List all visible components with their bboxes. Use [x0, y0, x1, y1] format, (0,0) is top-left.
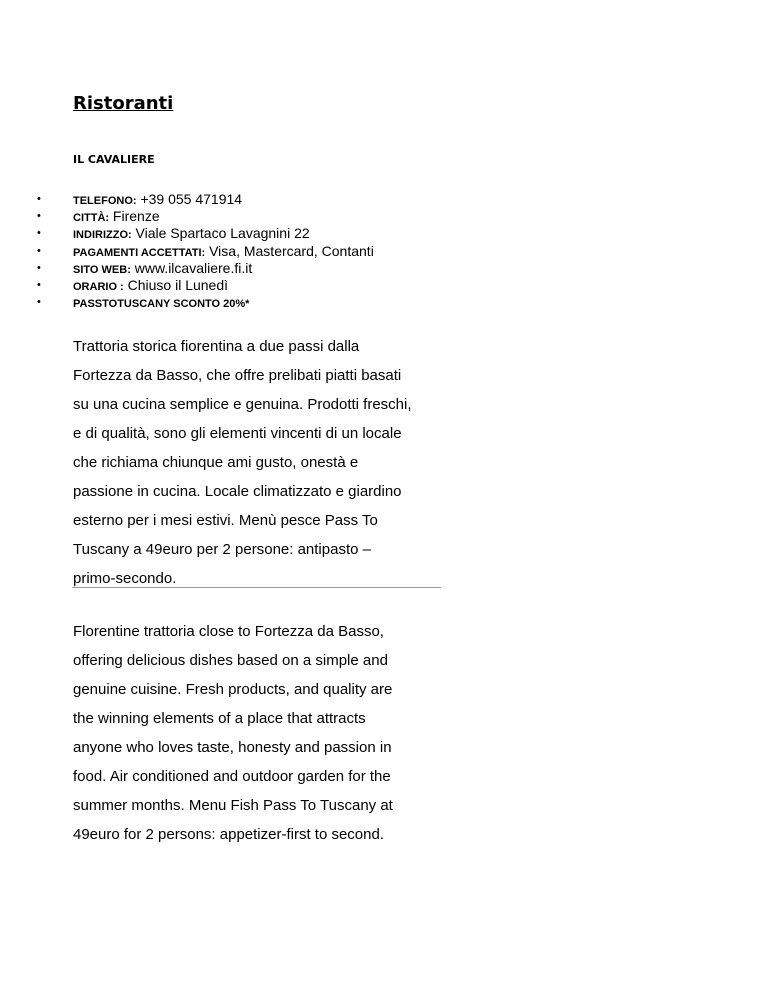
info-value: Chiuso il Lunedì [123, 276, 229, 293]
info-item-pagamenti [0, 243, 374, 260]
info-label: PASSTOTUSCANY SCONTO 20%* [73, 298, 250, 311]
description-line: Fortezza da Basso, che offre prelibati piatti basati [73, 367, 402, 384]
info-value: www.ilcavaliere.fi.it [130, 259, 253, 276]
bullet-icon: • [37, 193, 41, 205]
description-line: food. Air conditioned and outdoor garden for the [73, 768, 391, 785]
bullet-icon: • [37, 278, 41, 291]
description-line: passione in cucina. Locale climatizzato e giardino [73, 483, 402, 500]
info-item-sconto [0, 294, 374, 311]
description-line: e di qualità, sono gli elementi vincenti di un locale [73, 425, 402, 442]
section-divider [72, 587, 441, 588]
info-label: INDIRIZZO: [73, 229, 132, 242]
info-label: CITTÀ: [73, 212, 110, 225]
description-line: esterno per i mesi estivi. Menù pesce Pass To [73, 512, 378, 529]
info-label: ORARIO : [73, 280, 124, 293]
description-line: the winning elements of a place that attracts [73, 710, 366, 727]
bullet-icon: • [37, 244, 41, 257]
description-line: summer months. Menu Fish Pass To Tuscany at [73, 797, 393, 814]
info-item-telefono [0, 191, 374, 208]
bullet-icon: • [37, 261, 41, 274]
description-line: Trattoria storica fiorentina a due passi dalla [73, 338, 360, 355]
info-value: Visa, Mastercard, Contanti [205, 242, 374, 259]
info-value: +39 055 471914 [136, 191, 243, 207]
description-line: che richiama chiunque ami gusto, onestà e [73, 454, 359, 471]
bullet-icon: • [37, 296, 41, 309]
description-line: su una cucina semplice e genuina. Prodotti freschi, [73, 396, 412, 413]
info-list [0, 191, 374, 311]
bullet-icon: • [37, 227, 41, 240]
info-label: SITO WEB: [73, 263, 131, 276]
page-title: Ristoranti [73, 93, 174, 114]
restaurant-name: IL CAVALIERE [73, 153, 155, 166]
description-italian [73, 332, 453, 593]
info-item-indirizzo [0, 225, 374, 242]
description-line: 49euro for 2 persons: appetizer-first to second. [73, 826, 385, 843]
description-line: Tuscany a 49euro per 2 persone: antipasto – [73, 541, 371, 558]
description-line: primo-secondo. [73, 570, 177, 587]
description-english [73, 617, 453, 849]
info-value: Viale Spartaco Lavagnini 22 [131, 225, 310, 242]
description-line: anyone who loves taste, honesty and passion in [73, 739, 392, 756]
info-label: TELEFONO: [73, 195, 137, 207]
info-item-citta [0, 208, 374, 225]
description-line: genuine cuisine. Fresh products, and quality are [73, 681, 393, 698]
bullet-icon: • [37, 210, 41, 223]
info-value: Firenze [109, 208, 160, 225]
info-item-orario [0, 277, 374, 294]
info-item-sito-web [0, 260, 374, 277]
description-line: offering delicious dishes based on a simple and [73, 652, 388, 669]
info-label: PAGAMENTI ACCETTATI: [73, 246, 206, 259]
description-line: Florentine trattoria close to Fortezza da Basso, [73, 623, 384, 640]
